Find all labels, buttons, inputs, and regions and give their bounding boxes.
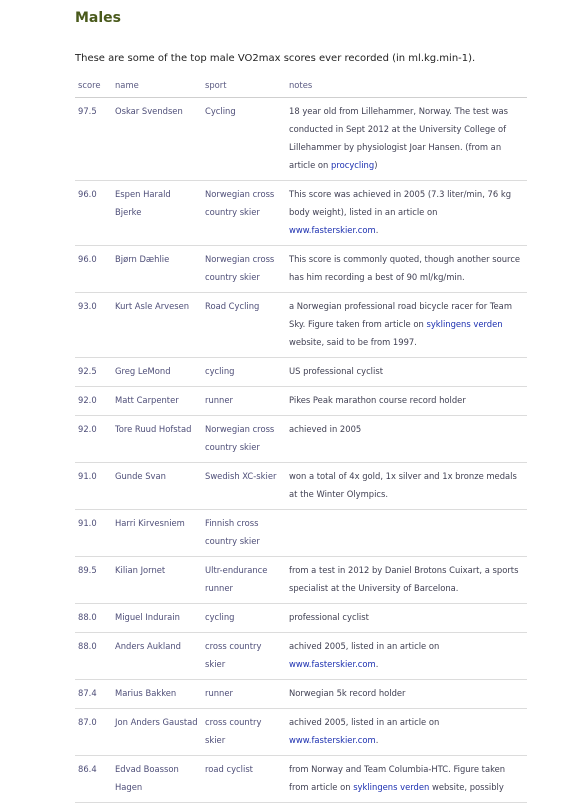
table-row <box>75 293 527 358</box>
notes-text: a Norwegian professional road bicycle racer for Team Sky. Figure taken from article on <box>289 301 512 329</box>
cell-name: Oskar Svendsen <box>112 98 202 181</box>
cell-sport: Finnish cross country skier <box>202 510 286 557</box>
notes-text: ) <box>374 160 378 170</box>
cell-name: Bjørn Dæhlie <box>112 246 202 293</box>
cell-notes <box>286 557 527 604</box>
table-row <box>75 557 527 604</box>
table-row <box>75 633 527 680</box>
cell-sport: cycling <box>202 604 286 633</box>
notes-text: website, possibly <box>429 782 504 792</box>
notes-text: achived 2005, listed in an article on <box>289 641 440 651</box>
cell-score: 87.0 <box>75 709 112 756</box>
cell-sport: Road Cycling <box>202 293 286 358</box>
notes-link[interactable]: www.fasterskier.com <box>289 659 376 669</box>
cell-name: Tore Ruud Hofstad <box>112 416 202 463</box>
cell-score: 88.0 <box>75 633 112 680</box>
notes-text: website, said to be from 1997. <box>289 337 417 347</box>
notes-text: Pikes Peak marathon course record holder <box>289 395 466 405</box>
cell-name: Kurt Asle Arvesen <box>112 293 202 358</box>
header-notes: notes <box>286 75 527 98</box>
cell-name: Kilian Jornet <box>112 557 202 604</box>
cell-sport: Ultr-endurance runner <box>202 557 286 604</box>
cell-score: 87.4 <box>75 680 112 709</box>
cell-score: 92.0 <box>75 387 112 416</box>
cell-name: Harri Kirvesniem <box>112 510 202 557</box>
cell-name: Miguel Indurain <box>112 604 202 633</box>
notes-text: from Norway and Team Columbia-HTC. Figure taken from article on <box>289 764 506 792</box>
cell-name: Greg LeMond <box>112 358 202 387</box>
notes-link[interactable]: www.fasterskier.com <box>289 225 376 235</box>
table-row <box>75 387 527 416</box>
section-title: Males <box>75 10 122 26</box>
header-score: score <box>75 75 112 98</box>
cell-notes <box>286 387 527 416</box>
cell-name: Edvad Boasson Hagen <box>112 756 202 803</box>
cell-notes <box>286 709 527 756</box>
table-row <box>75 246 527 293</box>
intro-text: These are some of the top male VO2max scores ever recorded (in ml.kg.min-1). <box>75 53 476 64</box>
cell-name: Matt Carpenter <box>112 387 202 416</box>
table-row <box>75 756 527 803</box>
cell-sport: cross country skier <box>202 633 286 680</box>
notes-link[interactable]: syklingens verden <box>353 782 430 792</box>
cell-sport: runner <box>202 680 286 709</box>
cell-notes <box>286 293 527 358</box>
header-sport: sport <box>202 75 286 98</box>
notes-link[interactable]: syklingens verden <box>426 319 503 329</box>
cell-notes <box>286 510 527 557</box>
cell-score: 92.5 <box>75 358 112 387</box>
cell-notes <box>286 463 527 510</box>
cell-notes <box>286 633 527 680</box>
notes-text: . <box>375 735 379 745</box>
vo2max-table <box>75 75 527 803</box>
cell-sport: Norwegian cross country skier <box>202 181 286 246</box>
notes-link[interactable]: www.fasterskier.com <box>289 735 376 745</box>
table-header-row <box>75 75 527 98</box>
cell-score: 97.5 <box>75 98 112 181</box>
notes-link[interactable]: procycling <box>331 160 375 170</box>
cell-sport: cross country skier <box>202 709 286 756</box>
cell-notes <box>286 416 527 463</box>
cell-score: 88.0 <box>75 604 112 633</box>
cell-score: 96.0 <box>75 246 112 293</box>
cell-sport: Swedish XC-skier <box>202 463 286 510</box>
table-row <box>75 463 527 510</box>
table-row <box>75 358 527 387</box>
table-row <box>75 709 527 756</box>
cell-score: 92.0 <box>75 416 112 463</box>
notes-text: US professional cyclist <box>289 366 383 376</box>
table-row <box>75 604 527 633</box>
notes-text: from a test in 2012 by Daniel Brotons Cuixart, a sports specialist at the University of Barcelona. <box>289 565 519 593</box>
cell-sport: cycling <box>202 358 286 387</box>
cell-name: Jon Anders Gaustad <box>112 709 202 756</box>
table-row <box>75 181 527 246</box>
cell-sport: runner <box>202 387 286 416</box>
cell-notes <box>286 358 527 387</box>
table-row <box>75 416 527 463</box>
notes-text: achieved in 2005 <box>289 424 362 434</box>
cell-score: 91.0 <box>75 463 112 510</box>
cell-score: 96.0 <box>75 181 112 246</box>
notes-text: achived 2005, listed in an article on <box>289 717 440 727</box>
notes-text: Norwegian 5k record holder <box>289 688 406 698</box>
cell-name: Espen Harald Bjerke <box>112 181 202 246</box>
cell-name: Anders Aukland <box>112 633 202 680</box>
cell-score: 89.5 <box>75 557 112 604</box>
cell-notes <box>286 604 527 633</box>
table-row <box>75 680 527 709</box>
cell-sport: Cycling <box>202 98 286 181</box>
header-name: name <box>112 75 202 98</box>
notes-text: . <box>375 659 379 669</box>
table-row <box>75 98 527 181</box>
cell-notes <box>286 246 527 293</box>
cell-notes <box>286 98 527 181</box>
cell-score: 91.0 <box>75 510 112 557</box>
table-body <box>75 98 527 803</box>
cell-notes <box>286 756 527 803</box>
notes-text: This score is commonly quoted, though another source has him recording a best of 90 ml/kg/min. <box>289 254 521 282</box>
notes-text: won a total of 4x gold, 1x silver and 1x bronze medals at the Winter Olympics. <box>289 471 517 499</box>
notes-text: 18 year old from Lillehammer, Norway. The test was conducted in Sept 2012 at the University College of Lillehammer by physiologist Joar Hansen. (from an article on <box>289 106 508 170</box>
cell-name: Marius Bakken <box>112 680 202 709</box>
cell-score: 93.0 <box>75 293 112 358</box>
cell-sport: Norwegian cross country skier <box>202 246 286 293</box>
notes-text: This score was achieved in 2005 (7.3 liter/min, 76 kg body weight), listed in an article on <box>289 189 512 217</box>
cell-name: Gunde Svan <box>112 463 202 510</box>
cell-sport: Norwegian cross country skier <box>202 416 286 463</box>
notes-text: professional cyclist <box>289 612 369 622</box>
cell-sport: road cyclist <box>202 756 286 803</box>
table-row <box>75 510 527 557</box>
cell-score: 86.4 <box>75 756 112 803</box>
cell-notes <box>286 680 527 709</box>
cell-notes <box>286 181 527 246</box>
notes-text: . <box>375 225 379 235</box>
